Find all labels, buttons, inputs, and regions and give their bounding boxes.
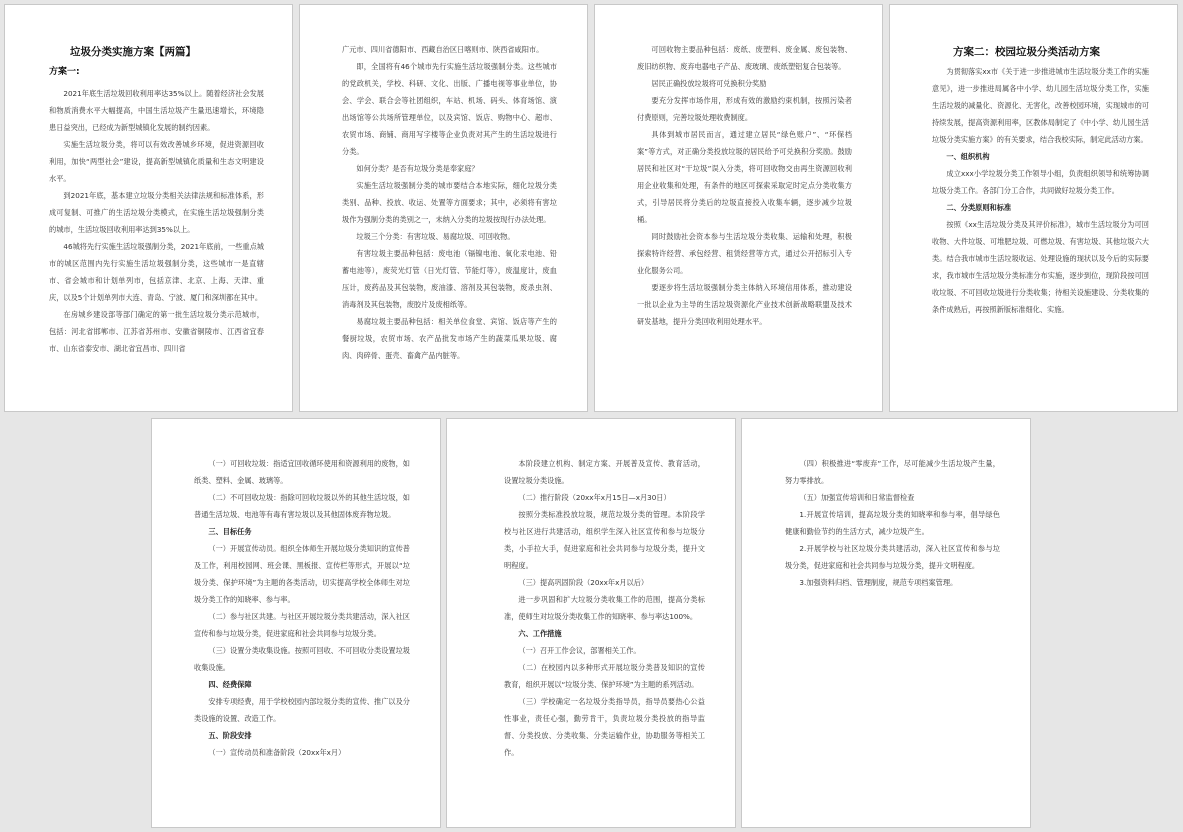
plan-one-heading: 方案一:	[49, 67, 80, 77]
paragraph: （二）不可回收垃圾：指除可回收垃圾以外的其他生活垃圾，如普通生活垃圾、电池等有毒有害垃圾以及其他固体废弃物垃圾。	[194, 493, 410, 519]
paragraph: （一）可回收垃圾：指适宜回收循环使用和资源利用的废物，如纸类、塑料、金属、玻璃等。	[194, 459, 410, 485]
paragraph: 垃圾三个分类：有害垃圾、易腐垃圾、可回收物。	[356, 232, 515, 241]
paragraph: （二）参与社区共建。与社区开展垃圾分类共建活动，深入社区宣传和参与垃圾分类，促进家庭和社会共同参与垃圾分类。	[194, 612, 410, 638]
plan-two-title: 方案二：校园垃圾分类活动方案	[953, 46, 1100, 58]
document-page-3	[594, 4, 883, 412]
paragraph: （三）设置分类收集设施。按照可回收、不可回收分类设置垃圾收集设施。	[194, 646, 410, 672]
paragraph: 到2021年底，基本建立垃圾分类相关法律法规和标准体系，形成可复制、可推广的生活垃圾分类模式，在实施生活垃圾强制分类的城市，生活垃圾回收利用率达到35%以上。	[49, 191, 264, 234]
paragraph: （四）积极推进“零废弃”工作，尽可能减少生活垃圾产生量，努力零排放。	[785, 459, 1000, 485]
paragraph: 3.加强资料归档、管理制度，规范专项档案管理。	[799, 578, 958, 587]
paragraph: 按照《xx生活垃圾分类及其评价标准》，城市生活垃圾分为可回收物、大件垃圾、可堆肥垃圾、可燃垃圾、有害垃圾、其他垃圾六大类。结合我市城市生活垃圾收运、处理设施的现状以及今后的实际要求，我市城市生活垃圾分类标准分布实施，逐步到位，现阶段按可回收垃圾、不可回收垃圾进行分类收集；待相关设施建设、分类收集的条件成熟后，再按照新版标准细化、实施。	[932, 220, 1149, 314]
document-page-2	[299, 4, 588, 412]
paragraph: 广元市、四川省德阳市、西藏自治区日喀则市、陕西省咸阳市。	[342, 45, 544, 54]
paragraph: （五）加强宣传培训和日常监督检查	[799, 493, 915, 502]
section-heading: 五、阶段安排	[208, 731, 252, 740]
document-page-6	[446, 418, 736, 828]
paragraph: 为贯彻落实xx市《关于进一步推进城市生活垃圾分类工作的实施意见》，进一步推进局属各中小学、幼儿园生活垃圾分类工作，实施生活垃圾的减量化、资源化、无害化，改善校园环境，实现城市的可持续发展，提高资源利用率，区教体局制定了《中小学、幼儿园生活垃圾分类实施方案》的有关要求，结合我校实际，制定此活动方案。	[932, 67, 1149, 144]
paragraph: 本阶段建立机构、制定方案、开展普及宣传、教育活动，设置垃圾分类设施。	[504, 459, 705, 485]
paragraph: 在房城乡建设部等部门确定的第一批生活垃圾分类示范城市，包括：河北省邯郸市、江苏省苏州市、安徽省铜陵市、江西省宜春市、山东省泰安市、湖北省宜昌市、四川省	[49, 310, 264, 353]
paragraph: 46城将先行实施生活垃圾强制分类，2021年底前，一些重点城市的城区范围内先行实施生活垃圾强制分类，这些城市一是直辖市、省会城市和计划单列市，包括京津、北京、上海、天津、重庆，以及5个计划单列市大连、青岛、宁波、厦门和深圳都在其中。	[49, 242, 264, 302]
document-page-1	[4, 4, 293, 412]
section-heading: 六、工作措施	[518, 629, 562, 638]
document-page-4	[889, 4, 1178, 412]
paragraph: 即，全国将有46个城市先行实施生活垃圾强制分类。这些城市的党政机关，学校、科研、文化、出版、广播电视等事业单位，协会、学会、联合会等社团组织，车站、机场、码头、体育场馆、演出场馆等公共场所管理单位，以及宾馆、饭店、购物中心、超市、农贸市场、商铺、商用写字楼等企业负责对其产生的生活垃圾进行分类。	[342, 62, 557, 156]
section-heading: 一、组织机构	[946, 152, 990, 161]
paragraph: 具体到城市居民而言，通过建立居民“绿色账户”、“环保档案”等方式，对正确分类投放垃圾的居民给予可兑换积分奖励。鼓励居民和社区对“干垃圾”误入分类，将可回收物交由再生资源回收利用企业收集和处理，有条件的地区可探索采取定时定点分类收集方式，引导居民将分类后的垃圾直接投入收集车辆，逐步减少垃圾桶。	[637, 130, 852, 224]
paragraph: （一）召开工作会议，部署相关工作。	[518, 646, 641, 655]
paragraph: （二）推行阶段（20xx年x月15日—x月30日）	[518, 493, 671, 502]
paragraph: 要充分发挥市场作用，形成有效的激励约束机制，按照污染者付费原则，完善垃圾处理收费制度。	[637, 96, 852, 122]
paragraph: 可回收物主要品种包括：废纸、废塑料、废金属、废包装物、废旧纺织物、废弃电器电子产品、废玻璃、废纸塑铝复合包装等。	[637, 45, 852, 71]
paragraph: （三）提高巩固阶段（20xx年x月以后）	[518, 578, 649, 587]
document-title: 垃圾分类实施方案【两篇】	[70, 46, 196, 58]
paragraph: 安排专项经费，用于学校校园内部垃圾分类的宣传、推广以及分类设施的设置、改造工作。	[194, 697, 410, 723]
paragraph: 2021年底生活垃圾回收利用率达35%以上。随着经济社会发展和物质消费水平大幅提高，中国生活垃圾产生量迅速增长，环境隐患日益突出，已经成为新型城镇化发展的制约因素。	[49, 89, 264, 132]
paragraph: （一）开展宣传动员。组织全体师生开展垃圾分类知识的宣传普及工作，利用校园网、班会课、黑板报、宣传栏等形式，开展以“垃圾分类、保护环境”为主题的各类活动，切实提高学校全体师生对垃圾分类工作的知晓率、参与率。	[194, 544, 410, 604]
paragraph: （二）在校园内以多种形式开展垃圾分类普及知识的宣传教育，组织开展以“垃圾分类、保护环境”为主题的系列活动。	[504, 663, 705, 689]
section-heading: 三、目标任务	[208, 527, 252, 536]
paragraph: （一）宣传动员和准备阶段（20xx年x月）	[208, 748, 346, 757]
paragraph: 实施生活垃圾分类，将可以有效改善城乡环境，促进资源回收利用，加快“两型社会”建设，提高新型城镇化质量和生态文明建设水平。	[49, 140, 264, 183]
paragraph: 如何分类？是否有垃圾分类是奉家庭？	[356, 164, 479, 173]
paragraph: 有害垃圾主要品种包括：废电池（镉镍电池、氧化汞电池、铅蓄电池等），废荧光灯管（日光灯管、节能灯等），废温度计，废血压计，废药品及其包装物，废油漆、溶剂及其包装物，废杀虫剂、消毒剂及其包装物，废胶片及废相纸等。	[342, 249, 557, 309]
document-page-5	[151, 418, 441, 828]
section-heading: 四、经费保障	[208, 680, 252, 689]
paragraph: 成立xxx小学垃圾分类工作领导小组，负责组织领导和统筹协调垃圾分类工作。各部门分工合作，共同做好垃圾分类工作。	[932, 169, 1149, 195]
section-heading: 二、分类原则和标准	[946, 203, 1012, 212]
paragraph: 按照分类标准投放垃圾，规范垃圾分类的管理。本阶段学校与社区进行共建活动，组织学生深入社区宣传和参与垃圾分类，小手拉大手，促进家庭和社会共同参与垃圾分类，提升文明程度。	[504, 510, 705, 570]
paragraph: （三）学校确定一名垃圾分类指导员，指导员要热心公益性事业，责任心强，勤劳肯干，负责垃圾分类投放的指导监督、分类投放、分类收集、分类运输作业，协助服务等相关工作。	[504, 697, 705, 757]
paragraph: 2.开展学校与社区垃圾分类共建活动，深入社区宣传和参与垃圾分类，促进家庭和社会共同参与垃圾分类，提升文明程度。	[785, 544, 1000, 570]
paragraph: 要逐步将生活垃圾强制分类主体纳入环境信用体系，推动建设一批以企业为主导的生活垃圾资源化产业技术创新战略联盟及技术研发基地，提升分类回收利用处理水平。	[637, 283, 852, 326]
paragraph: 1.开展宣传培训，提高垃圾分类的知晓率和参与率，倡导绿色健康和勤俭节约的生活方式，减少垃圾产生。	[785, 510, 1000, 536]
paragraph: 进一步巩固和扩大垃圾分类收集工作的范围，提高分类标准，使师生对垃圾分类收集工作的知晓率、参与率达100%。	[504, 595, 705, 621]
paragraph: 实施生活垃圾强制分类的城市要结合本地实际，细化垃圾分类类别、品种、投放、收运、处置等方面要求；其中，必须将有害垃圾作为强制分类的类别之一，未纳入分类的垃圾按现行办法处理。	[342, 181, 557, 224]
document-page-7	[741, 418, 1031, 828]
paragraph: 居民正确投放垃圾将可兑换积分奖励	[651, 79, 767, 88]
paragraph: 易腐垃圾主要品种包括：相关单位食堂、宾馆、饭店等产生的餐厨垃圾，农贸市场、农产品批发市场产生的蔬菜瓜果垃圾、腐肉、肉碎骨、蛋壳、畜禽产品内脏等。	[342, 317, 557, 360]
paragraph: 同时鼓励社会资本参与生活垃圾分类收集、运输和处理，积极探索特许经营、承包经营、租赁经营等方式，通过公开招标引入专业化服务公司。	[637, 232, 852, 275]
